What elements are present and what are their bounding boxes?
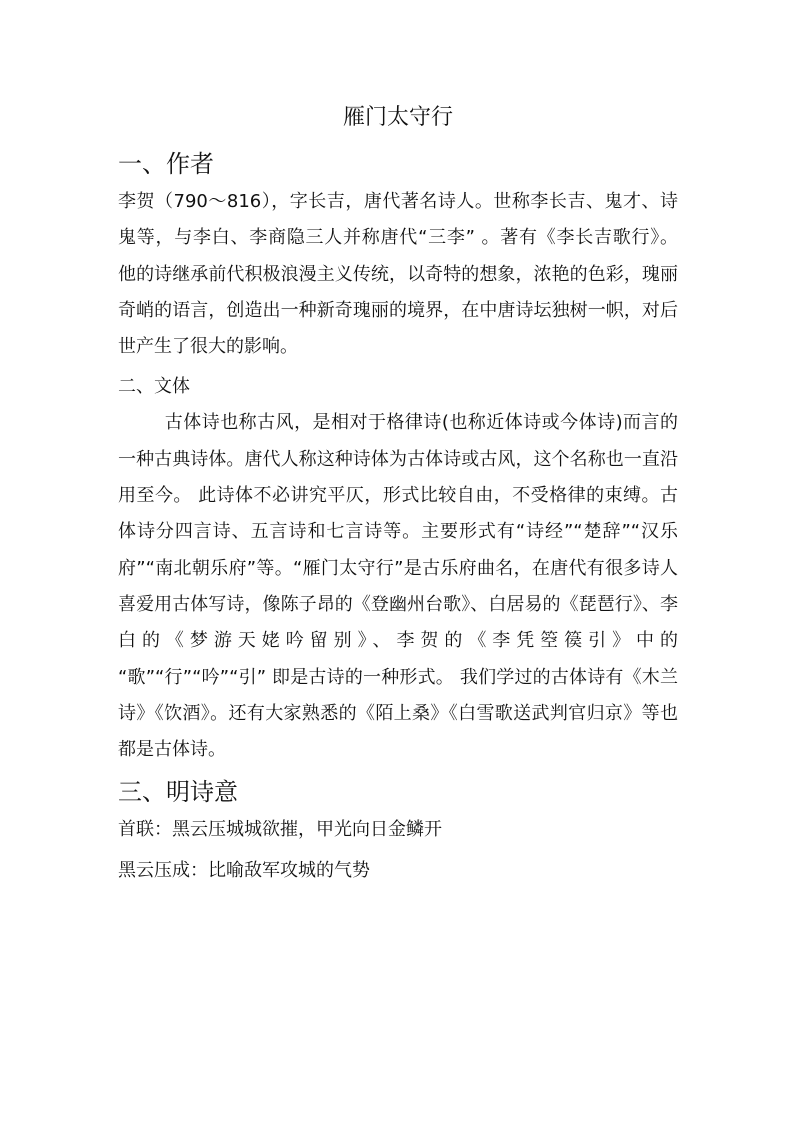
author-paragraph: 李贺（790～816），字长吉，唐代著名诗人。世称李长吉、鬼才、诗鬼等，与李白、李商隐三人并称唐代“三李” 。著有《李长吉歌行》。 他的诗继承前代积极浪漫主义传统，以奇特的想象，浓艳的色彩，瑰丽奇峭的语言，创造出一种新奇瑰丽的境界，在中唐诗坛独树一帜，对后世产生了很大的影响。 (118, 191, 678, 358)
meaning-line: 黑云压成：比喻敌军攻城的气势 (118, 859, 370, 881)
section-heading-author: 一、作者 (118, 150, 214, 178)
section-heading-meaning: 三、明诗意 (118, 778, 238, 807)
genre-paragraph: 古体诗也称古风，是相对于格律诗(也称近体诗或今体诗)而言的一种古典诗体。唐代人称这种诗体为古体诗或古风，这个名称也一直沿用至今。 此诗体不必讲究平仄，形式比较自由，不受格律的束缚。古体诗分四言诗、五言诗和七言诗等。主要形式有“诗经”“楚辞”“汉乐府”“南北朝乐府”等。“雁门太守行”是古乐府曲名，在唐代有很多诗人喜爱用古体写诗，像陈子昂的《登幽州台歌》、白居易的《琵琶行》、李白的《梦游天姥吟留别》、李贺的《李凭箜篌引》中的 “歌”“行”“吟”“引” 即是古诗的一种形式。 我们学过的古体诗有《木兰诗》《饮酒》。还有大家熟悉的《陌上桑》《白雪歌送武判官归京》等也都是古体诗。 (118, 412, 678, 761)
meaning-line: 首联：黑云压城城欲摧，甲光向日金鳞开 (118, 819, 442, 841)
document-title: 雁门太守行 (342, 105, 453, 130)
document-content (118, 98, 678, 889)
section-heading-genre: 二、文体 (118, 376, 190, 398)
